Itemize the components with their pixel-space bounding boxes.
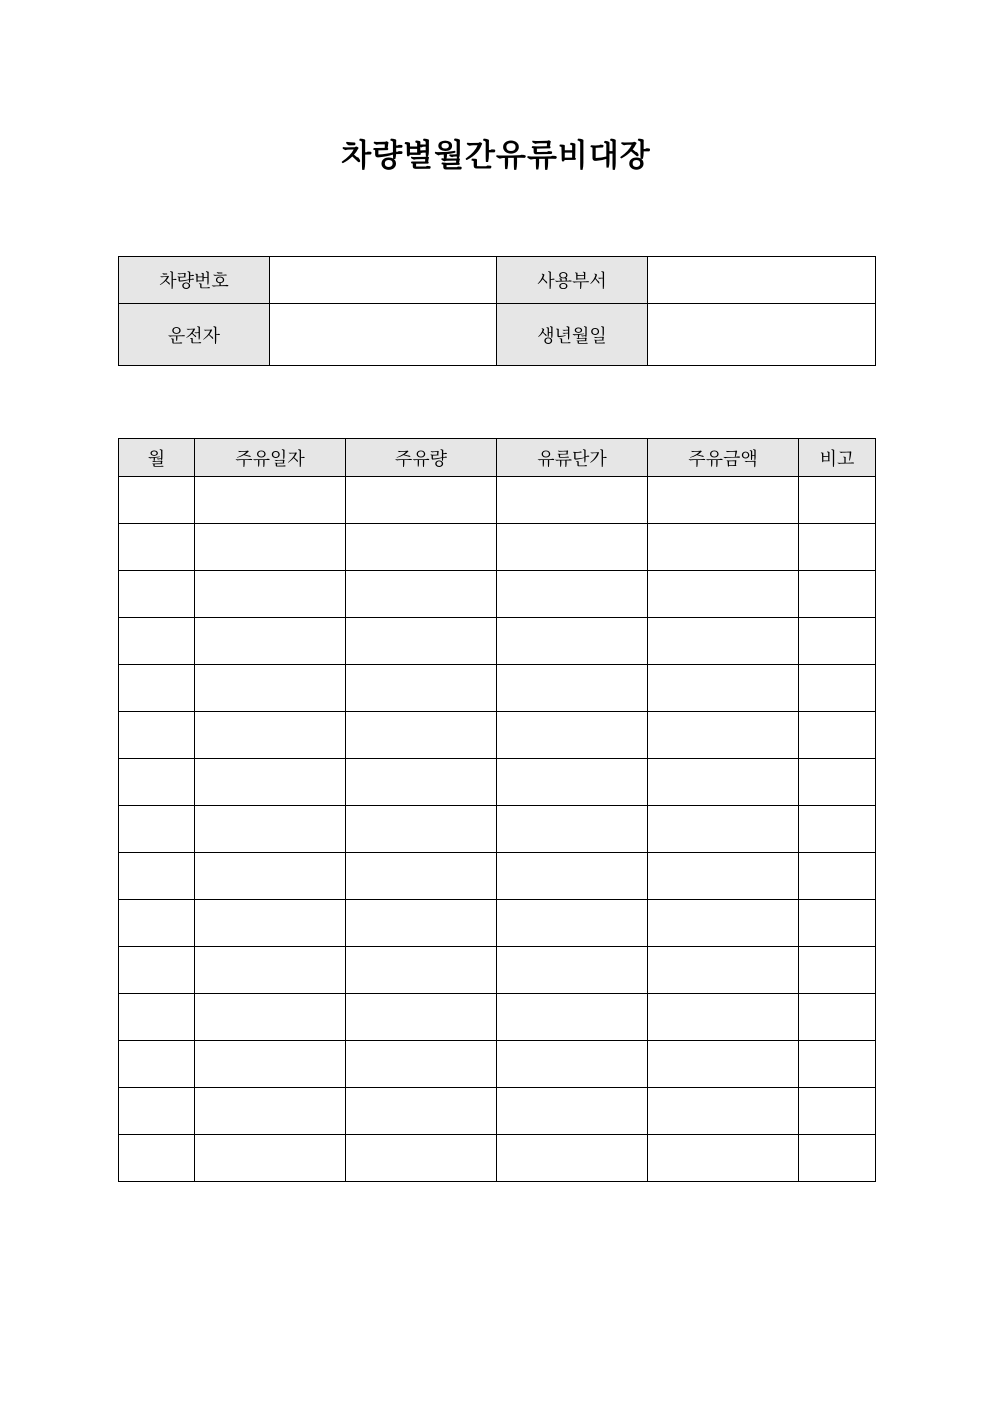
fuel-cost-cell[interactable]: [648, 994, 799, 1041]
fuel-cost-cell[interactable]: [648, 900, 799, 947]
month-cell[interactable]: [119, 806, 195, 853]
fuel-date-cell[interactable]: [195, 900, 346, 947]
table-row: [119, 524, 876, 571]
fuel-cost-cell[interactable]: [648, 759, 799, 806]
month-cell[interactable]: [119, 759, 195, 806]
fuel-amount-cell[interactable]: [346, 571, 497, 618]
fuel-cost-cell[interactable]: [648, 712, 799, 759]
unit-price-cell[interactable]: [497, 665, 648, 712]
vehicle-number-label: 차량번호: [119, 257, 270, 304]
fuel-date-cell[interactable]: [195, 712, 346, 759]
table-row: [119, 759, 876, 806]
fuel-amount-cell[interactable]: [346, 994, 497, 1041]
fuel-cost-cell[interactable]: [648, 524, 799, 571]
column-header-fuel-date: 주유일자: [195, 439, 346, 477]
month-cell[interactable]: [119, 618, 195, 665]
unit-price-cell[interactable]: [497, 477, 648, 524]
unit-price-cell[interactable]: [497, 806, 648, 853]
remarks-cell[interactable]: [799, 524, 876, 571]
remarks-cell[interactable]: [799, 994, 876, 1041]
table-row: [119, 900, 876, 947]
month-cell[interactable]: [119, 1088, 195, 1135]
fuel-cost-cell[interactable]: [648, 477, 799, 524]
table-row: [119, 947, 876, 994]
fuel-amount-cell[interactable]: [346, 477, 497, 524]
fuel-date-cell[interactable]: [195, 1041, 346, 1088]
fuel-cost-cell[interactable]: [648, 618, 799, 665]
table-row: [119, 712, 876, 759]
column-header-fuel-amount: 주유량: [346, 439, 497, 477]
remarks-cell[interactable]: [799, 665, 876, 712]
column-header-fuel-cost: 주유금액: [648, 439, 799, 477]
month-cell[interactable]: [119, 900, 195, 947]
fuel-log-table: [118, 438, 876, 1182]
remarks-cell[interactable]: [799, 947, 876, 994]
fuel-date-cell[interactable]: [195, 947, 346, 994]
month-cell[interactable]: [119, 571, 195, 618]
remarks-cell[interactable]: [799, 900, 876, 947]
month-cell[interactable]: [119, 994, 195, 1041]
vehicle-info-table: [118, 256, 876, 366]
table-row: [119, 1135, 876, 1182]
month-cell[interactable]: [119, 1135, 195, 1182]
fuel-amount-cell[interactable]: [346, 947, 497, 994]
fuel-cost-cell[interactable]: [648, 806, 799, 853]
fuel-amount-cell[interactable]: [346, 853, 497, 900]
fuel-cost-cell[interactable]: [648, 571, 799, 618]
remarks-cell[interactable]: [799, 759, 876, 806]
fuel-amount-cell[interactable]: [346, 618, 497, 665]
fuel-log-body: [119, 477, 876, 1182]
table-row: [119, 1088, 876, 1135]
month-cell[interactable]: [119, 524, 195, 571]
remarks-cell[interactable]: [799, 1088, 876, 1135]
remarks-cell[interactable]: [799, 618, 876, 665]
unit-price-cell[interactable]: [497, 994, 648, 1041]
fuel-cost-cell[interactable]: [648, 1135, 799, 1182]
unit-price-cell[interactable]: [497, 712, 648, 759]
vehicle-number-field[interactable]: [270, 257, 497, 304]
birth-date-label: 생년월일: [497, 304, 648, 366]
unit-price-cell[interactable]: [497, 759, 648, 806]
fuel-date-cell[interactable]: [195, 618, 346, 665]
table-row: [119, 853, 876, 900]
department-field[interactable]: [648, 257, 876, 304]
unit-price-cell[interactable]: [497, 618, 648, 665]
unit-price-cell[interactable]: [497, 1041, 648, 1088]
fuel-amount-cell[interactable]: [346, 524, 497, 571]
remarks-cell[interactable]: [799, 806, 876, 853]
month-cell[interactable]: [119, 712, 195, 759]
month-cell[interactable]: [119, 853, 195, 900]
unit-price-cell[interactable]: [497, 947, 648, 994]
fuel-cost-cell[interactable]: [648, 665, 799, 712]
remarks-cell[interactable]: [799, 1135, 876, 1182]
column-header-unit-price: 유류단가: [497, 439, 648, 477]
unit-price-cell[interactable]: [497, 1088, 648, 1135]
driver-label: 운전자: [119, 304, 270, 366]
fuel-amount-cell[interactable]: [346, 806, 497, 853]
fuel-date-cell[interactable]: [195, 571, 346, 618]
remarks-cell[interactable]: [799, 853, 876, 900]
remarks-cell[interactable]: [799, 1041, 876, 1088]
fuel-amount-cell[interactable]: [346, 900, 497, 947]
document-title: 차량별월간유류비대장: [341, 138, 651, 174]
birth-date-field[interactable]: [648, 304, 876, 366]
info-row-vehicle: [119, 257, 876, 304]
fuel-amount-cell[interactable]: [346, 1041, 497, 1088]
fuel-amount-cell[interactable]: [346, 665, 497, 712]
unit-price-cell[interactable]: [497, 853, 648, 900]
fuel-cost-cell[interactable]: [648, 1041, 799, 1088]
unit-price-cell[interactable]: [497, 900, 648, 947]
fuel-date-cell[interactable]: [195, 524, 346, 571]
fuel-cost-cell[interactable]: [648, 853, 799, 900]
column-header-remarks: 비고: [799, 439, 876, 477]
unit-price-cell[interactable]: [497, 571, 648, 618]
table-row: [119, 665, 876, 712]
driver-field[interactable]: [270, 304, 497, 366]
table-row: [119, 618, 876, 665]
column-header-month: 월: [119, 439, 195, 477]
fuel-amount-cell[interactable]: [346, 759, 497, 806]
info-row-driver: [119, 304, 876, 366]
table-row: [119, 806, 876, 853]
fuel-date-cell[interactable]: [195, 994, 346, 1041]
fuel-amount-cell[interactable]: [346, 1088, 497, 1135]
month-cell[interactable]: [119, 665, 195, 712]
fuel-date-cell[interactable]: [195, 477, 346, 524]
department-label: 사용부서: [497, 257, 648, 304]
table-row: [119, 477, 876, 524]
fuel-date-cell[interactable]: [195, 806, 346, 853]
unit-price-cell[interactable]: [497, 524, 648, 571]
fuel-amount-cell[interactable]: [346, 1135, 497, 1182]
month-cell[interactable]: [119, 1041, 195, 1088]
remarks-cell[interactable]: [799, 477, 876, 524]
month-cell[interactable]: [119, 477, 195, 524]
fuel-date-cell[interactable]: [195, 853, 346, 900]
fuel-date-cell[interactable]: [195, 1135, 346, 1182]
fuel-date-cell[interactable]: [195, 759, 346, 806]
unit-price-cell[interactable]: [497, 1135, 648, 1182]
fuel-cost-cell[interactable]: [648, 1088, 799, 1135]
table-row: [119, 571, 876, 618]
month-cell[interactable]: [119, 947, 195, 994]
fuel-log-header-row: [119, 439, 876, 477]
table-row: [119, 994, 876, 1041]
fuel-cost-cell[interactable]: [648, 947, 799, 994]
remarks-cell[interactable]: [799, 712, 876, 759]
remarks-cell[interactable]: [799, 571, 876, 618]
fuel-date-cell[interactable]: [195, 1088, 346, 1135]
table-row: [119, 1041, 876, 1088]
fuel-date-cell[interactable]: [195, 665, 346, 712]
fuel-amount-cell[interactable]: [346, 712, 497, 759]
